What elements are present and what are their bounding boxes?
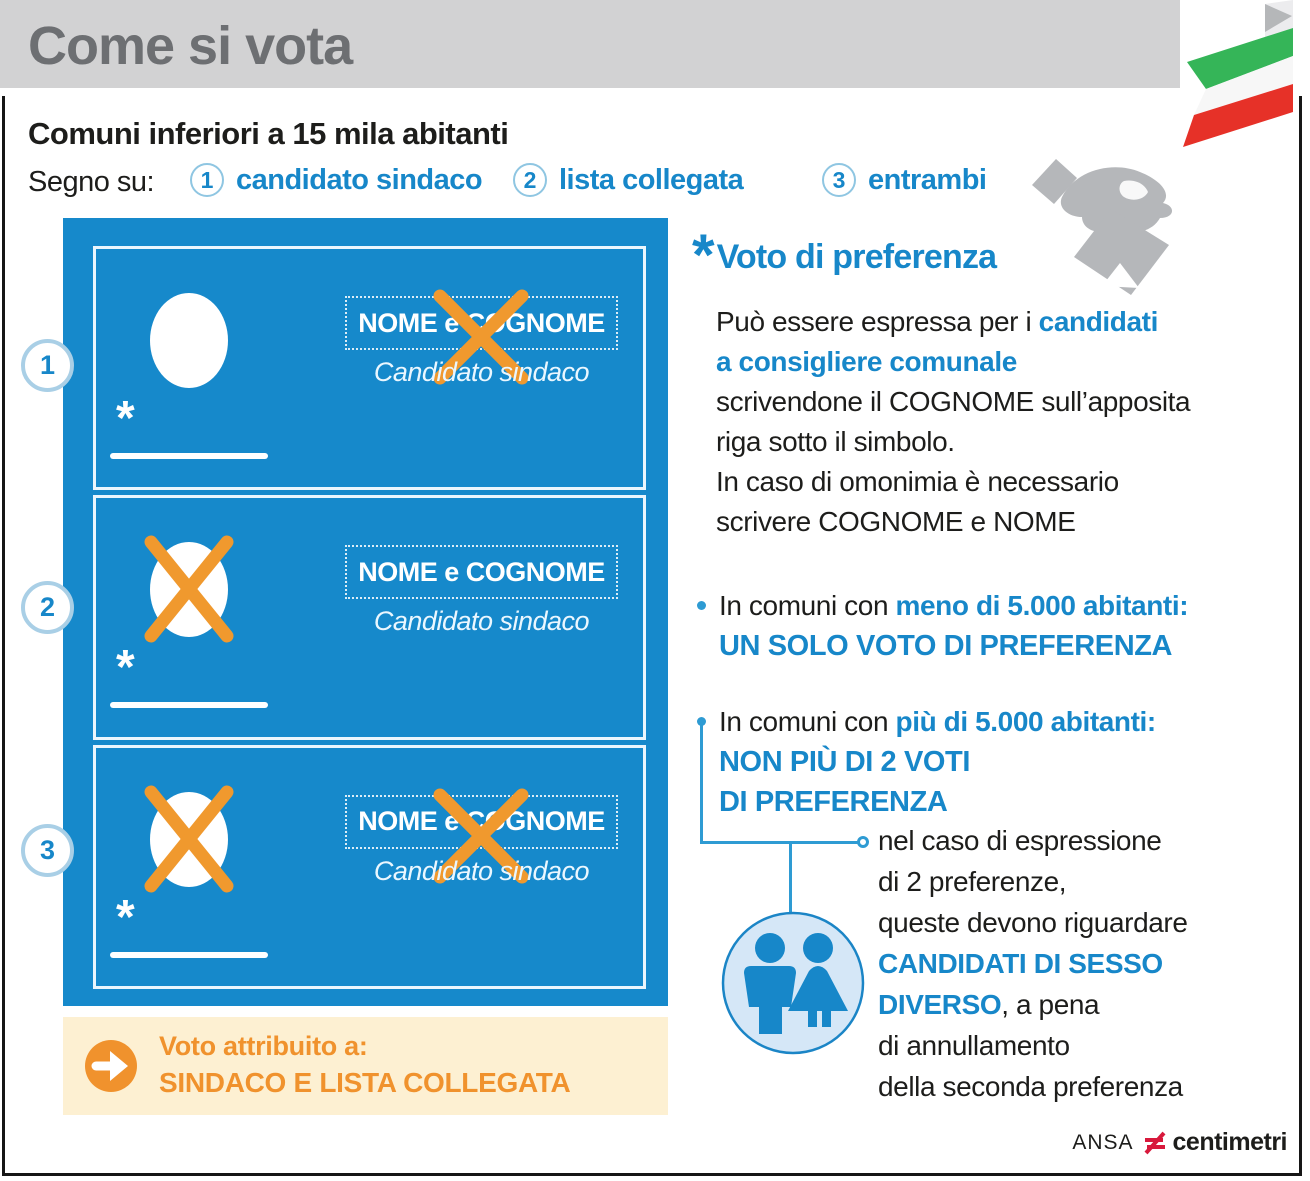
option-candidato-sindaco [190, 163, 482, 197]
ballot-section-1 [93, 246, 646, 490]
bullet-under-5000 [697, 586, 1188, 666]
preference-title: Voto di preferenza [716, 238, 997, 276]
ballot-section-2 [93, 495, 646, 739]
asterisk-mark: * [692, 223, 715, 288]
connector-line-drop [789, 844, 792, 912]
note-run: DIVERSO [878, 989, 1002, 1020]
preference-asterisk: * [116, 392, 135, 445]
section-number-3: 3 [21, 824, 74, 877]
brand-logo: centimetri [1172, 1128, 1287, 1156]
candidate-name: NOME e COGNOME [358, 307, 605, 338]
bullet-dot [697, 601, 706, 610]
subtitle: Comuni inferiori a 15 mila abitanti [28, 116, 509, 151]
para-run: candidati [1038, 306, 1158, 337]
option-number-badge: 1 [190, 163, 224, 197]
candidate-role: Candidato sindaco [373, 855, 590, 886]
option-entrambi [822, 163, 986, 197]
preference-write-line [110, 453, 268, 459]
note-run: di 2 preferenze, [878, 866, 1067, 897]
preference-write-line [110, 702, 268, 708]
section-number-2: 2 [21, 581, 74, 634]
option-label: entrambi [868, 163, 987, 196]
segno-label: Segno su: [28, 166, 155, 198]
bullet-lead: In comuni con [719, 706, 896, 737]
candidate-name: NOME e COGNOME [358, 556, 605, 587]
preference-paragraph [716, 302, 1256, 542]
connector-line-vertical [700, 724, 703, 844]
bullet-highlight: meno di 5.000 abitanti: [895, 590, 1189, 621]
option-label: candidato sindaco [236, 163, 483, 196]
bullet-lead: In comuni con [719, 590, 896, 621]
option-lista-collegata [513, 163, 743, 197]
preference-asterisk: * [116, 641, 135, 695]
bullet-result: UN SOLO VOTO DI PREFERENZA [719, 630, 1173, 662]
result-value: SINDACO E LISTA COLLEGATA [159, 1067, 571, 1098]
vote-result-box [63, 1017, 668, 1115]
option-label: lista collegata [559, 163, 744, 196]
section-number-1: 1 [21, 339, 74, 392]
preference-note [878, 820, 1298, 1107]
candidate-role: Candidato sindaco [373, 357, 590, 387]
para-run: scrivendone il COGNOME sull’apposita [716, 386, 1191, 417]
connector-line-horizontal [700, 841, 858, 844]
italian-flag-ribbon-icon [1178, 0, 1300, 150]
agency-logo: ANSA [1072, 1130, 1134, 1154]
note-run: , a pena [1001, 989, 1100, 1020]
note-run: di annullamento [878, 1030, 1070, 1061]
bullet-result: DI PREFERENZA [719, 786, 948, 818]
page-title: Come si vota [28, 16, 353, 76]
bullet-highlight: più di 5.000 abitanti: [895, 706, 1156, 737]
note-run: queste devono riguardare [878, 907, 1188, 938]
preference-asterisk: * [116, 890, 135, 944]
note-run: nel caso di espressione [878, 825, 1162, 856]
brand-mark-icon [1144, 1131, 1166, 1155]
arrow-icon [85, 1040, 137, 1092]
cross-icon [142, 532, 236, 646]
preference-write-line [110, 952, 268, 958]
option-number-badge: 3 [822, 163, 856, 197]
bullet-over-5000 [697, 702, 1156, 822]
para-run: Può essere espressa per i [716, 306, 1039, 337]
result-label: Voto attribuito a: [159, 1031, 368, 1061]
para-run: scrivere COGNOME e NOME [716, 506, 1076, 537]
candidate-name: NOME e COGNOME [358, 806, 605, 837]
para-run: a consigliere comunale [716, 346, 1017, 377]
cross-icon [142, 782, 236, 896]
connector-endpoint-circle [857, 836, 869, 848]
preference-heading [692, 223, 997, 288]
candidate-name-box [345, 545, 618, 599]
ballot-section-3 [93, 745, 646, 989]
candidate-role: Candidato sindaco [373, 606, 590, 637]
note-run: della seconda preferenza [878, 1071, 1183, 1102]
note-run: CANDIDATI DI SESSO [878, 948, 1163, 979]
voting-hand-icon [1032, 155, 1184, 297]
para-run: In caso di omonimia è necessario [716, 466, 1119, 497]
option-number-badge: 2 [513, 163, 547, 197]
bullet-result: NON PIÙ DI 2 VOTI [719, 746, 971, 778]
list-symbol-circle [150, 293, 228, 388]
para-run: riga sotto il simbolo. [716, 426, 955, 457]
footer-brand [1072, 1128, 1287, 1157]
ballot-card [63, 218, 668, 1006]
man-woman-icon [720, 910, 866, 1056]
